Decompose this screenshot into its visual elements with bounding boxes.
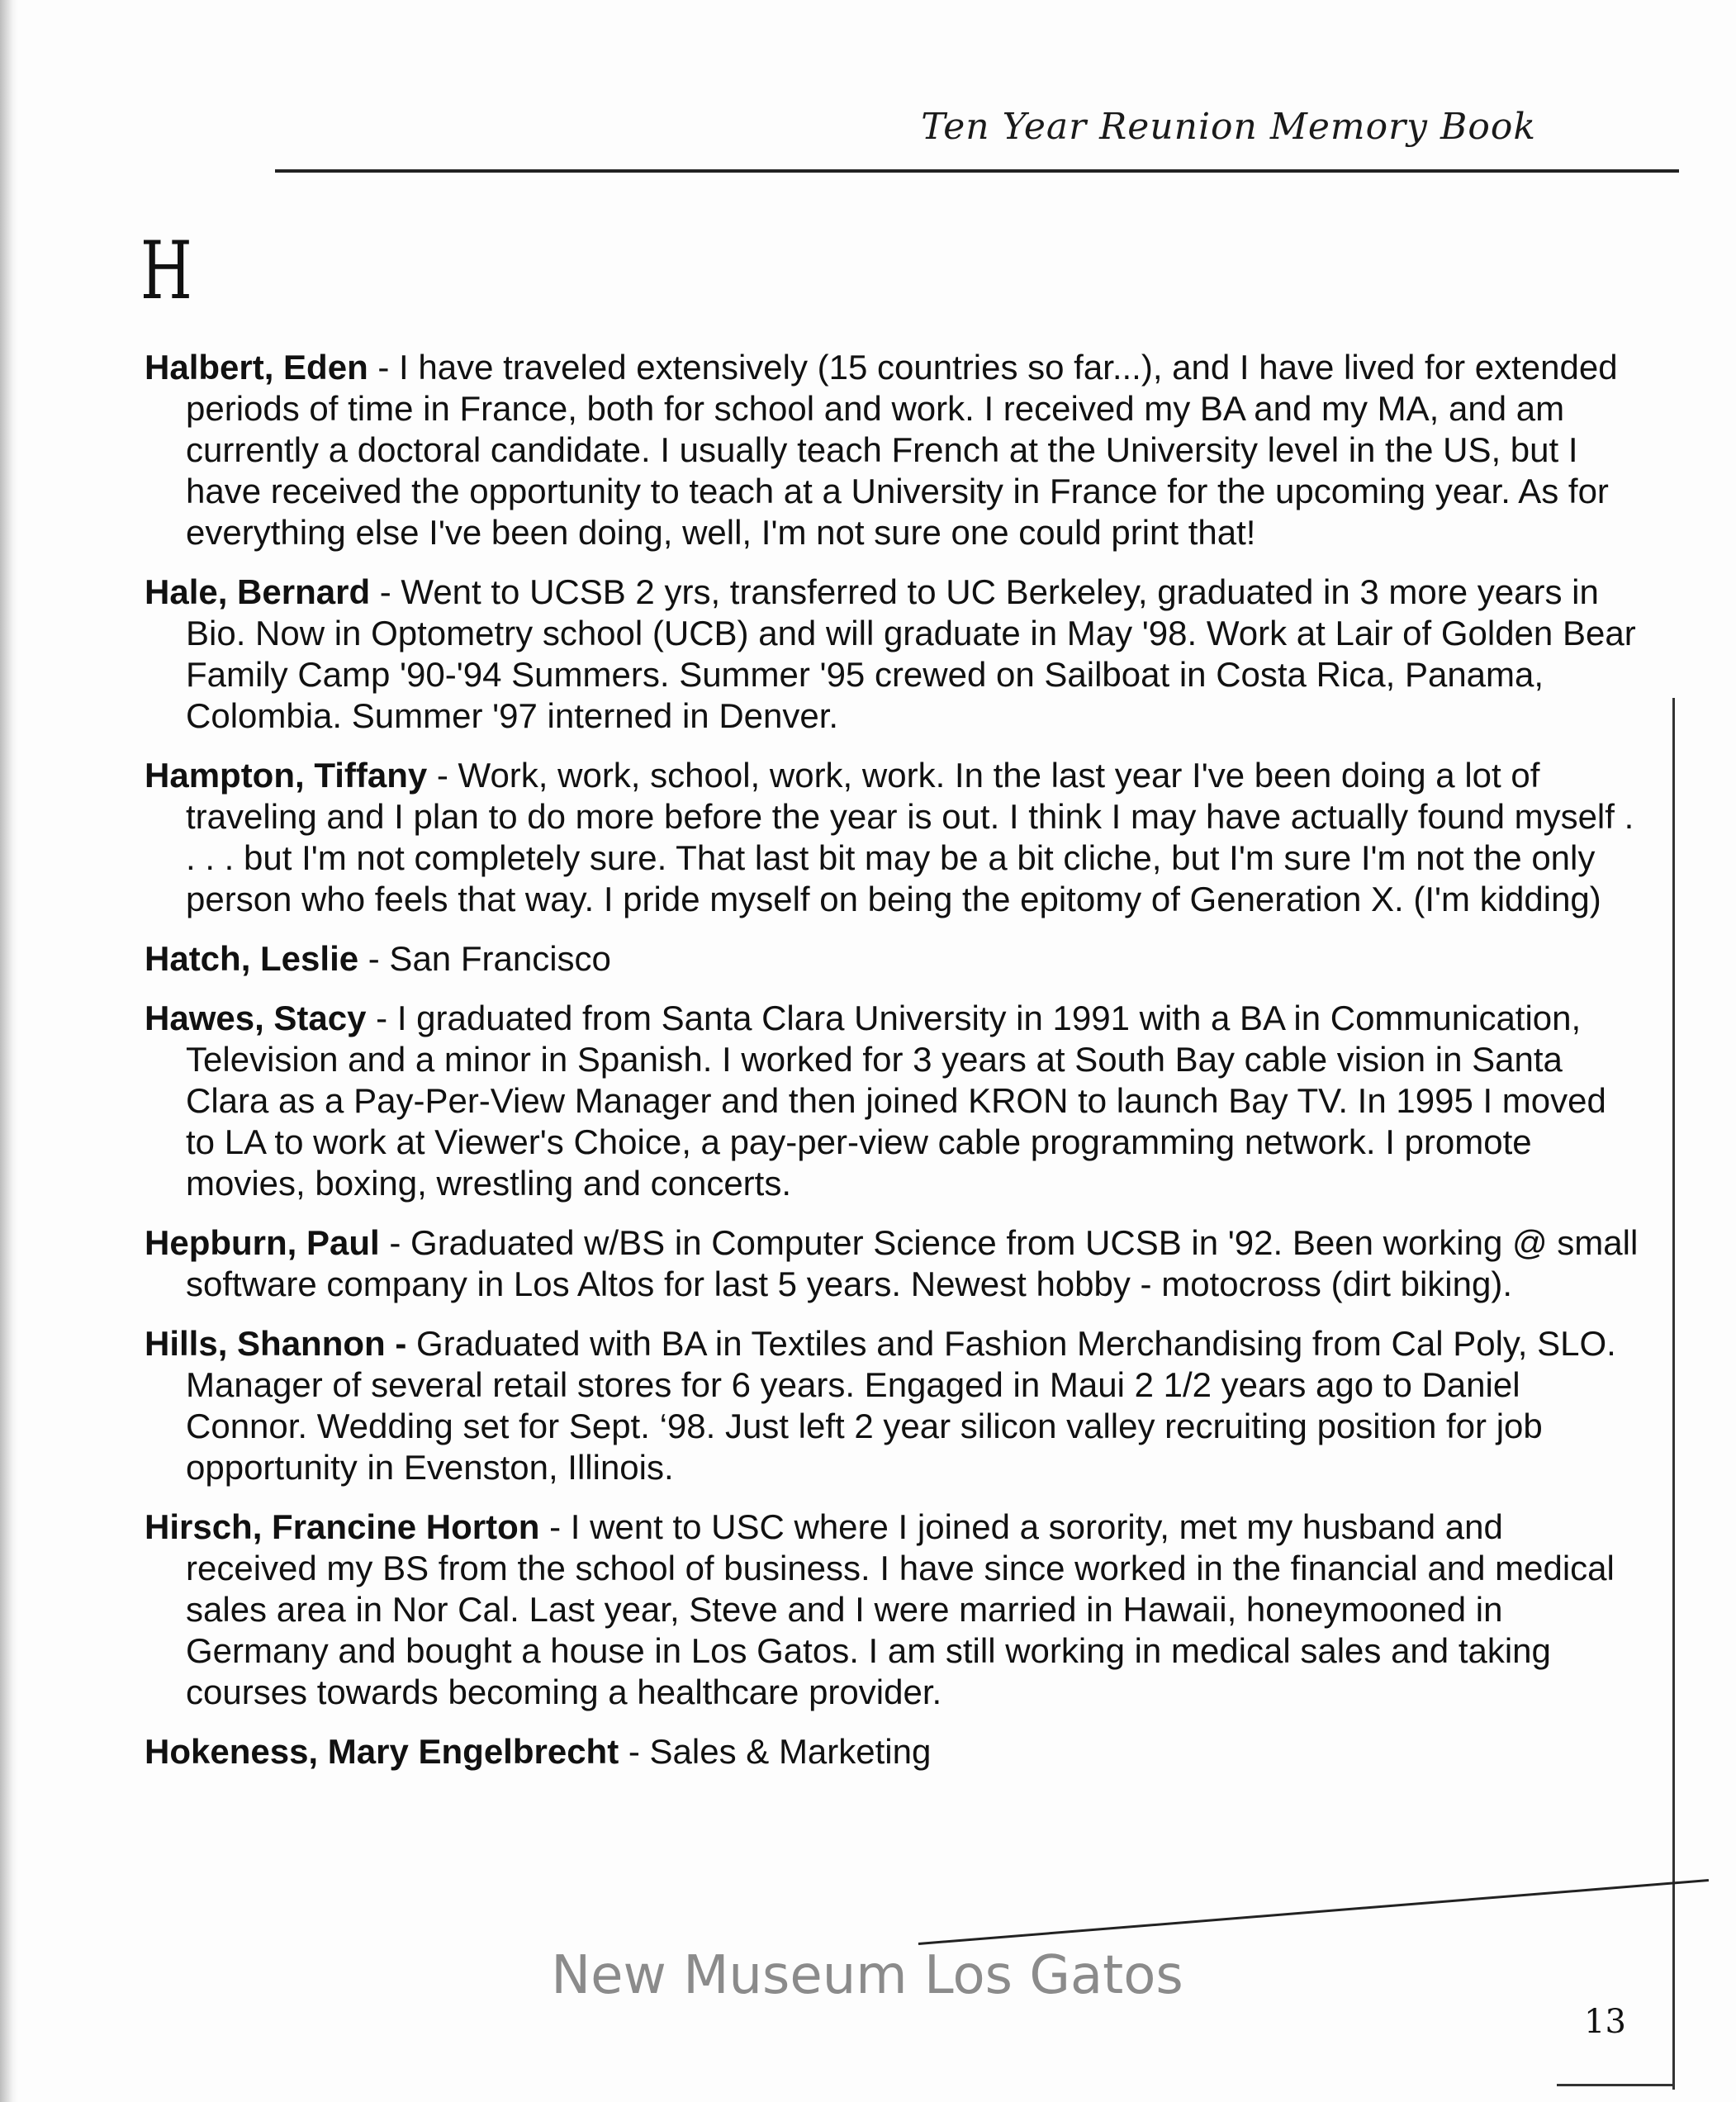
entry-name: Hirsch, Francine Horton [145,1507,540,1546]
entries-list [145,347,1644,1791]
entry-text: - Graduated w/BS in Computer Science from UCSB in '92. Been working @ small software company in Los Altos for last 5 years. Newest hobby - motocross (dirt biking). [186,1223,1639,1303]
watermark: New Museum Los Gatos [551,1945,1183,2006]
header-rule [275,169,1679,173]
entry [145,938,1644,980]
page-header-title: Ten Year Reunion Memory Book [921,106,1536,148]
entry-name: Hawes, Stacy [145,999,367,1037]
entry [145,755,1644,920]
entry-name: Hale, Bernard [145,572,371,611]
entry-name: Hampton, Tiffany [145,756,428,795]
entry-text: - Work, work, school, work, work. In the last year I've been doing a lot of traveling and I plan to do more before the year is out. I think I may have actually found myself . . . . but I'm not completely sure. That last bit may be a bit cliche, but I'm sure I'm not the only person who feels that way. I pride myself on being the epitomy of Generation X. (I'm kidding) [186,756,1634,918]
entry-text: - San Francisco [358,939,611,978]
entry [145,1507,1644,1713]
entry [145,1222,1644,1305]
entry [145,998,1644,1204]
entry-name: Hills, Shannon - [145,1324,407,1363]
entry-name: Hepburn, Paul [145,1223,380,1262]
page-gutter-shadow [0,0,18,2102]
entry-name: Hatch, Leslie [145,939,359,978]
entry [145,1323,1644,1488]
entry [145,1731,1644,1772]
entry [145,572,1644,737]
entry-name: Hokeness, Mary Engelbrecht [145,1732,619,1771]
right-margin-rule [1672,698,1675,2090]
entry-text: Graduated with BA in Textiles and Fashion Merchandising from Cal Poly, SLO. Manager of several retail stores for 6 years. Engaged in Maui 2 1/2 years ago to Daniel Connor. Wedding set for Sept. ‘98. Just left 2 year silicon valley recruiting position for job opportunity in Evenston, Illinois. [186,1324,1616,1487]
entry-text: - Went to UCSB 2 yrs, transferred to UC Berkeley, graduated in 3 more years in Bio. Now in Optometry school (UCB) and will graduate in May '98. Work at Lair of Golden Bear Family Camp '90-'94 Summers. Summer '95 crewed on Sailboat in Costa Rica, Panama, Colombia. Summer '97 interned in Denver. [186,572,1636,735]
entry-text: - I went to USC where I joined a sorority, met my husband and received my BS from the school of business. I have since worked in the financial and medical sales area in Nor Cal. Last year, Steve and I were married in Hawaii, honeymooned in Germany and bought a house in Los Gatos. I am still working in medical sales and taking courses towards becoming a healthcare provider. [186,1507,1615,1711]
page-number-rule [1557,2084,1672,2086]
entry-text: - I graduated from Santa Clara University in 1991 with a BA in Communication, Television and a minor in Spanish. I worked for 3 years at South Bay cable vision in Santa Clara as a Pay-Per-View Manager and then joined KRON to launch Bay TV. In 1995 I moved to LA to work at Viewer's Choice, a pay-per-view cable programming network. I promote movies, boxing, wrestling and concerts. [186,999,1606,1203]
entry-text: - Sales & Marketing [619,1732,932,1771]
footer-slant-rule [918,1879,1709,1945]
entry-name: Halbert, Eden [145,348,368,387]
entry [145,347,1644,553]
page-number: 13 [1584,2003,1626,2041]
entry-text: - I have traveled extensively (15 countries so far...), and I have lived for extended periods of time in France, both for school and work. I received my BA and my MA, and am currently a doctoral candidate. I usually teach French at the University level in the US, but I have received the opportunity to teach at a University in France for the upcoming year. As for everything else I've been doing, well, I'm not sure one could print that! [186,348,1618,552]
section-letter: H [140,225,192,317]
